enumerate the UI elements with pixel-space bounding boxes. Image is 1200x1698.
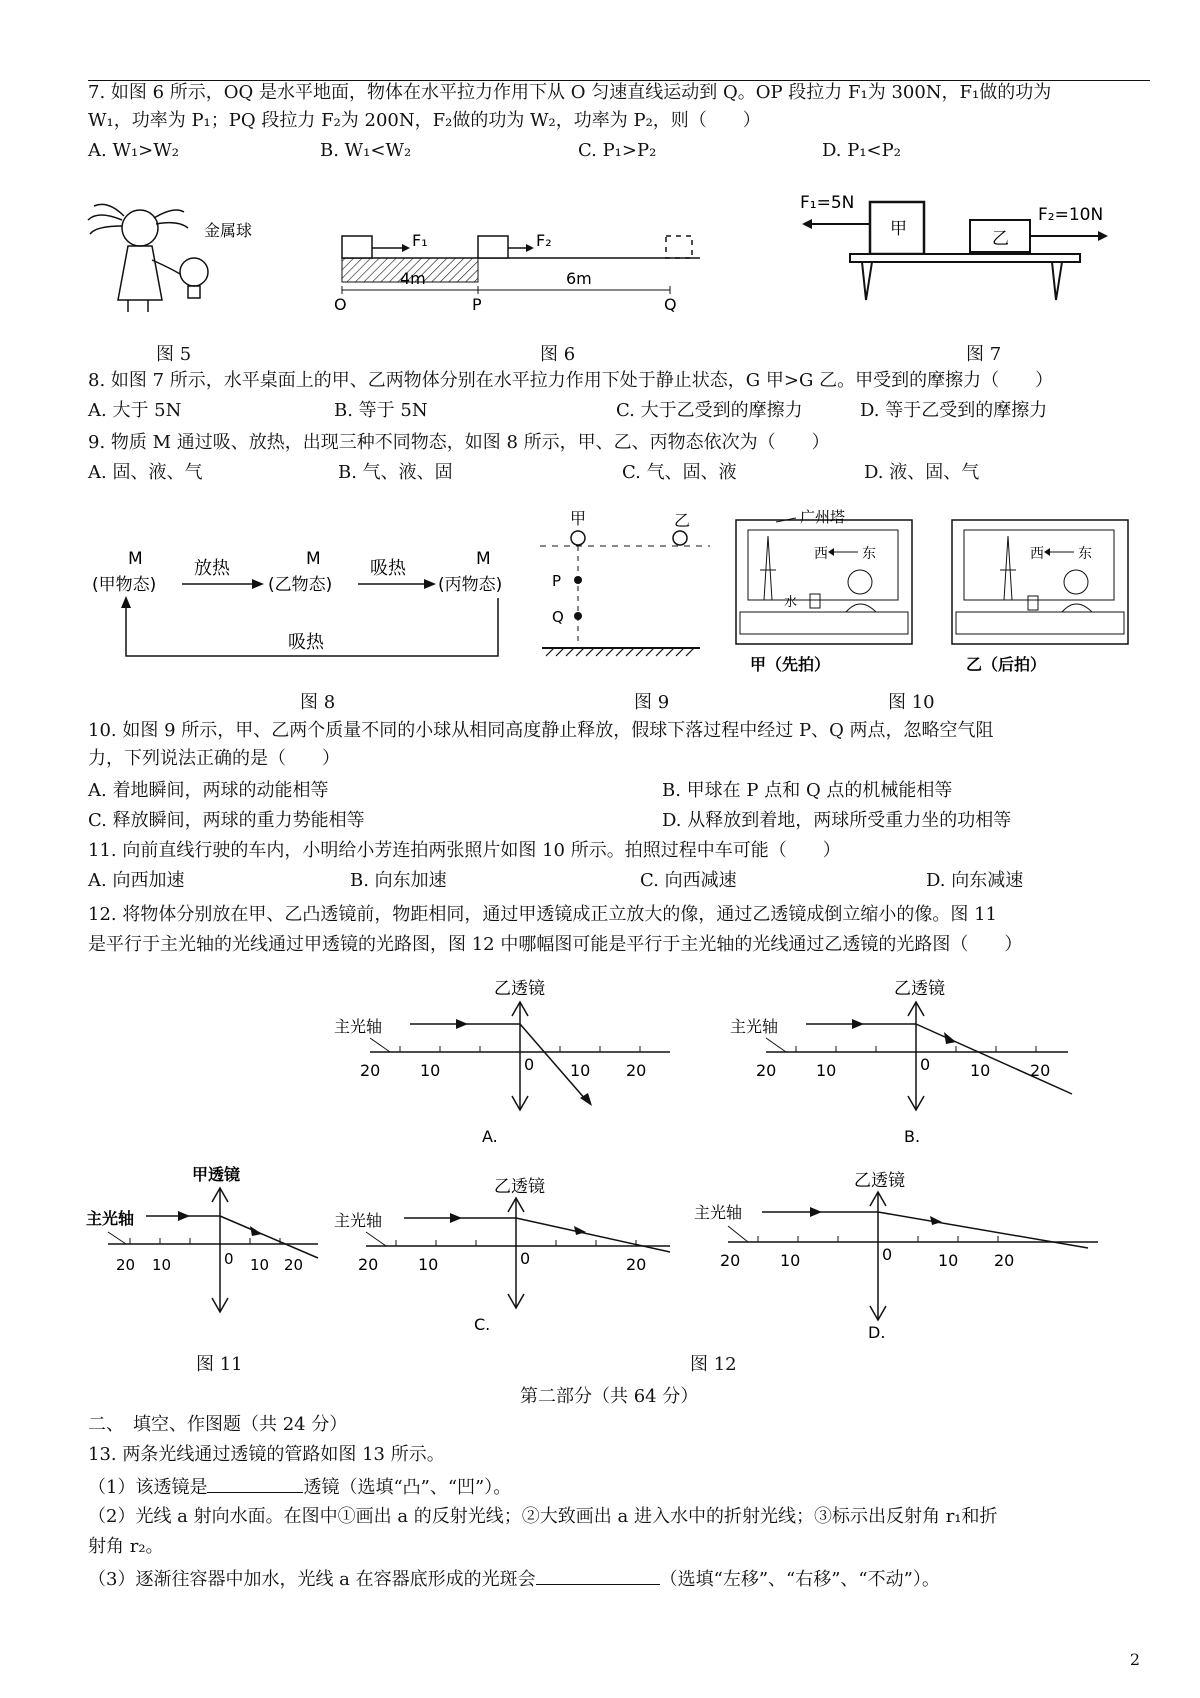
q12-stem-line1: 12. 将物体分别放在甲、乙凸透镜前，物距相同，通过甲透镜成正立放大的像，通过乙透镜成倒立缩小的像。图 11 xyxy=(88,904,997,925)
lens-c-tick-10l: 10 xyxy=(418,1255,439,1274)
lens-diagram-a xyxy=(330,972,690,1150)
q12-stem-line2: 是平行于主光轴的光线通过甲透镜的光路图，图 12 中哪幅图可能是平行于主光轴的光线通过乙透镜的光路图（ ） xyxy=(88,934,1023,955)
fig10-caption: 图 10 xyxy=(888,692,935,713)
fig8-m2: M xyxy=(306,549,321,569)
fig10-east1: 东 xyxy=(862,546,876,562)
fig8-arrow2-label: 吸热 xyxy=(370,558,406,579)
lens-a-tick-20l: 20 xyxy=(360,1061,381,1080)
page-number: 2 xyxy=(1129,1650,1140,1669)
lens-a-tick-10l: 10 xyxy=(420,1061,441,1080)
fig6-caption: 图 6 xyxy=(540,344,576,365)
fig11-axis: 主光轴 xyxy=(86,1209,135,1228)
fig9-caption: 图 9 xyxy=(634,692,670,713)
q13-sub1-after: 透镜（选填“凸”、“凹”）。 xyxy=(303,1477,512,1498)
fig7-f2: F₂=10N xyxy=(1038,205,1104,225)
fig8-arrow1-label: 放热 xyxy=(194,558,230,579)
lens-diagram-d xyxy=(692,1170,1112,1348)
q10-option-d: D. 从释放到着地，两球所受重力坐的功相等 xyxy=(662,810,1012,831)
q13-stem: 13. 两条光线通过透镜的管路如图 13 所示。 xyxy=(88,1444,445,1465)
fig11-tick-10l: 10 xyxy=(152,1256,172,1274)
q7-stem-line2: W₁，功率为 P₁；PQ 段拉力 F₂为 200N，F₂做的功为 W₂，功率为 P₂，则（ ） xyxy=(88,110,761,131)
q8-option-d: D. 等于乙受到的摩擦力 xyxy=(860,400,1048,421)
fig11-caption: 图 11 xyxy=(196,1354,243,1375)
lens-c-tick-20r: 20 xyxy=(626,1255,647,1274)
fig8-state1: (甲物态) xyxy=(92,575,157,595)
lens-diagram-fig11 xyxy=(86,1160,326,1338)
fig6-d1: 4m xyxy=(400,269,426,288)
q10-option-b: B. 甲球在 P 点和 Q 点的机械能相等 xyxy=(662,780,953,801)
fig7-f1: F₁=5N xyxy=(800,193,855,213)
fig10-west2: 西 xyxy=(1030,546,1044,562)
fig11-tick-20r: 20 xyxy=(284,1256,304,1274)
lens-a-label: A. xyxy=(482,1127,498,1146)
lens-c-axis: 主光轴 xyxy=(334,1211,383,1230)
fig8-caption: 图 8 xyxy=(300,692,336,713)
q7-option-c: C. P₁>P₂ xyxy=(578,140,657,161)
part2-heading: 第二部分（共 64 分） xyxy=(520,1386,699,1407)
fig8-m1: M xyxy=(128,549,143,569)
fig8-m3: M xyxy=(476,549,491,569)
q10-stem-line1: 10. 如图 9 所示，甲、乙两个质量不同的小球从相同高度静止释放，假球下落过程中经过 P、Q 两点，忽略空气阻 xyxy=(88,720,994,741)
lens-d-label: D. xyxy=(868,1323,886,1342)
fig7-a: 甲 xyxy=(890,219,907,239)
figure-9 xyxy=(540,508,710,658)
q9-option-b: B. 气、液、固 xyxy=(338,462,453,483)
q11-option-a: A. 向西加速 xyxy=(88,870,185,891)
fig10-west1: 西 xyxy=(814,546,828,562)
fig8-state2: (乙物态) xyxy=(268,575,333,595)
lens-b-tick-10l: 10 xyxy=(816,1061,837,1080)
fig5-caption: 图 5 xyxy=(156,344,192,365)
fig10-tower: 广州塔 xyxy=(800,508,846,526)
q8-stem: 8. 如图 7 所示，水平桌面上的甲、乙两物体分别在水平拉力作用下处于静止状态，G 甲>G 乙。甲受到的摩擦力（ ） xyxy=(88,370,1054,391)
fig11-tick-0: 0 xyxy=(224,1250,234,1268)
lens-b-axis: 主光轴 xyxy=(730,1017,779,1036)
lens-a-tick-20r: 20 xyxy=(626,1061,647,1080)
lens-b-tick-0: 0 xyxy=(920,1055,931,1074)
lens-b-tick-20r: 20 xyxy=(1030,1061,1051,1080)
q10-option-a: A. 着地瞬间，两球的动能相等 xyxy=(88,780,329,801)
lens-d-title: 乙透镜 xyxy=(854,1171,905,1191)
fig10-photo2: 乙（后拍） xyxy=(966,655,1047,674)
figure-8 xyxy=(88,540,528,670)
lens-d-tick-20l: 20 xyxy=(720,1251,741,1270)
q10-stem-line2: 力，下列说法正确的是（ ） xyxy=(88,748,340,769)
fig10-photo1: 甲（先拍） xyxy=(750,655,831,674)
fig6-f2: F₂ xyxy=(536,231,552,250)
fig7-b: 乙 xyxy=(992,229,1009,249)
lens-diagram-c xyxy=(334,1170,694,1348)
q8-option-c: C. 大于乙受到的摩擦力 xyxy=(616,400,803,421)
fig11-tick-10r: 10 xyxy=(250,1256,270,1274)
fig9-p: P xyxy=(552,572,562,590)
figure-6 xyxy=(330,222,710,312)
fig10-water: 水 xyxy=(784,595,798,610)
q13-sub3-before: （3）逐渐往容器中加水，光线 a 在容器底形成的光斑会 xyxy=(88,1569,536,1590)
section2-heading: 二、 填空、作图题（共 24 分） xyxy=(88,1414,348,1435)
q8-option-b: B. 等于 5N xyxy=(334,400,428,421)
lens-d-tick-10l: 10 xyxy=(780,1251,801,1270)
q9-stem: 9. 物质 M 通过吸、放热，出现三种不同物态，如图 8 所示，甲、乙、丙物态依次为（ ） xyxy=(88,432,830,453)
q13-sub2-line2: 射角 r₂。 xyxy=(88,1536,164,1557)
fig6-q: Q xyxy=(664,295,677,314)
q13-sub3-after: （选填“左移”、“右移”、“不动”）。 xyxy=(659,1569,940,1590)
fig6-f1: F₁ xyxy=(412,231,428,250)
q13-sub3-blank[interactable] xyxy=(536,1566,660,1585)
lens-d-axis: 主光轴 xyxy=(694,1203,743,1222)
figure-5 xyxy=(88,190,288,320)
q13-sub2-line1: （2）光线 a 射向水面。在图中①画出 a 的反射光线；②大致画出 a 进入水中的折射光线；③标示出反射角 r₁和折 xyxy=(88,1506,998,1527)
lens-a-title: 乙透镜 xyxy=(494,979,545,999)
lens-b-tick-10r: 10 xyxy=(970,1061,991,1080)
fig12-caption: 图 12 xyxy=(690,1354,737,1375)
q11-option-d: D. 向东减速 xyxy=(926,870,1024,891)
fig6-p: P xyxy=(472,295,482,314)
q11-stem: 11. 向前直线行驶的车内，小明给小芳连拍两张照片如图 10 所示。拍照过程中车可能（ ） xyxy=(88,840,841,861)
lens-c-label: C. xyxy=(474,1315,491,1334)
q13-sub1-blank[interactable] xyxy=(207,1474,303,1493)
lens-a-tick-0: 0 xyxy=(524,1055,535,1074)
fig6-o: O xyxy=(334,295,347,314)
lens-b-label: B. xyxy=(904,1127,921,1146)
lens-c-tick-20l: 20 xyxy=(358,1255,379,1274)
lens-a-axis: 主光轴 xyxy=(334,1017,383,1036)
q10-option-c: C. 释放瞬间，两球的重力势能相等 xyxy=(88,810,365,831)
q13-sub1 xyxy=(88,1474,511,1501)
fig11-title: 甲透镜 xyxy=(192,1165,241,1184)
fig9-a: 甲 xyxy=(570,509,587,528)
q9-option-d: D. 液、固、气 xyxy=(864,462,980,483)
fig9-q: Q xyxy=(552,608,564,626)
fig10-east2: 东 xyxy=(1078,546,1092,562)
lens-b-title: 乙透镜 xyxy=(894,979,945,999)
q11-option-c: C. 向西减速 xyxy=(640,870,737,891)
fig7-caption: 图 7 xyxy=(966,344,1002,365)
fig8-state3: (丙物态) xyxy=(438,575,503,595)
fig5-label: 金属球 xyxy=(204,221,253,240)
lens-d-tick-0: 0 xyxy=(882,1245,893,1264)
q11-option-b: B. 向东加速 xyxy=(350,870,447,891)
fig9-b: 乙 xyxy=(674,511,691,530)
q7-option-d: D. P₁<P₂ xyxy=(822,140,901,161)
figure-10 xyxy=(730,500,1150,680)
q13-sub1-before: （1）该透镜是 xyxy=(88,1477,208,1498)
lens-b-tick-20l: 20 xyxy=(756,1061,777,1080)
q13-sub3 xyxy=(88,1566,940,1593)
lens-a-tick-10r: 10 xyxy=(570,1061,591,1080)
lens-c-tick-0: 0 xyxy=(520,1249,531,1268)
figure-7 xyxy=(800,190,1120,320)
q7-option-a: A. W₁>W₂ xyxy=(88,140,179,161)
fig11-tick-20l: 20 xyxy=(116,1256,136,1274)
q7-option-b: B. W₁<W₂ xyxy=(320,140,412,161)
q9-option-a: A. 固、液、气 xyxy=(88,462,203,483)
q8-option-a: A. 大于 5N xyxy=(88,400,182,421)
q9-option-c: C. 气、固、液 xyxy=(622,462,737,483)
lens-d-tick-10r: 10 xyxy=(938,1251,959,1270)
q7-stem-line1: 7. 如图 6 所示，OQ 是水平地面，物体在水平拉力作用下从 O 匀速直线运动到 Q。OP 段拉力 F₁为 300N，F₁做的功为 xyxy=(88,82,1052,103)
fig8-arrow3-label: 吸热 xyxy=(288,632,324,653)
lens-c-title: 乙透镜 xyxy=(494,1177,545,1197)
lens-d-tick-20r: 20 xyxy=(994,1251,1015,1270)
lens-diagram-b xyxy=(728,972,1088,1150)
fig6-d2: 6m xyxy=(566,269,592,288)
